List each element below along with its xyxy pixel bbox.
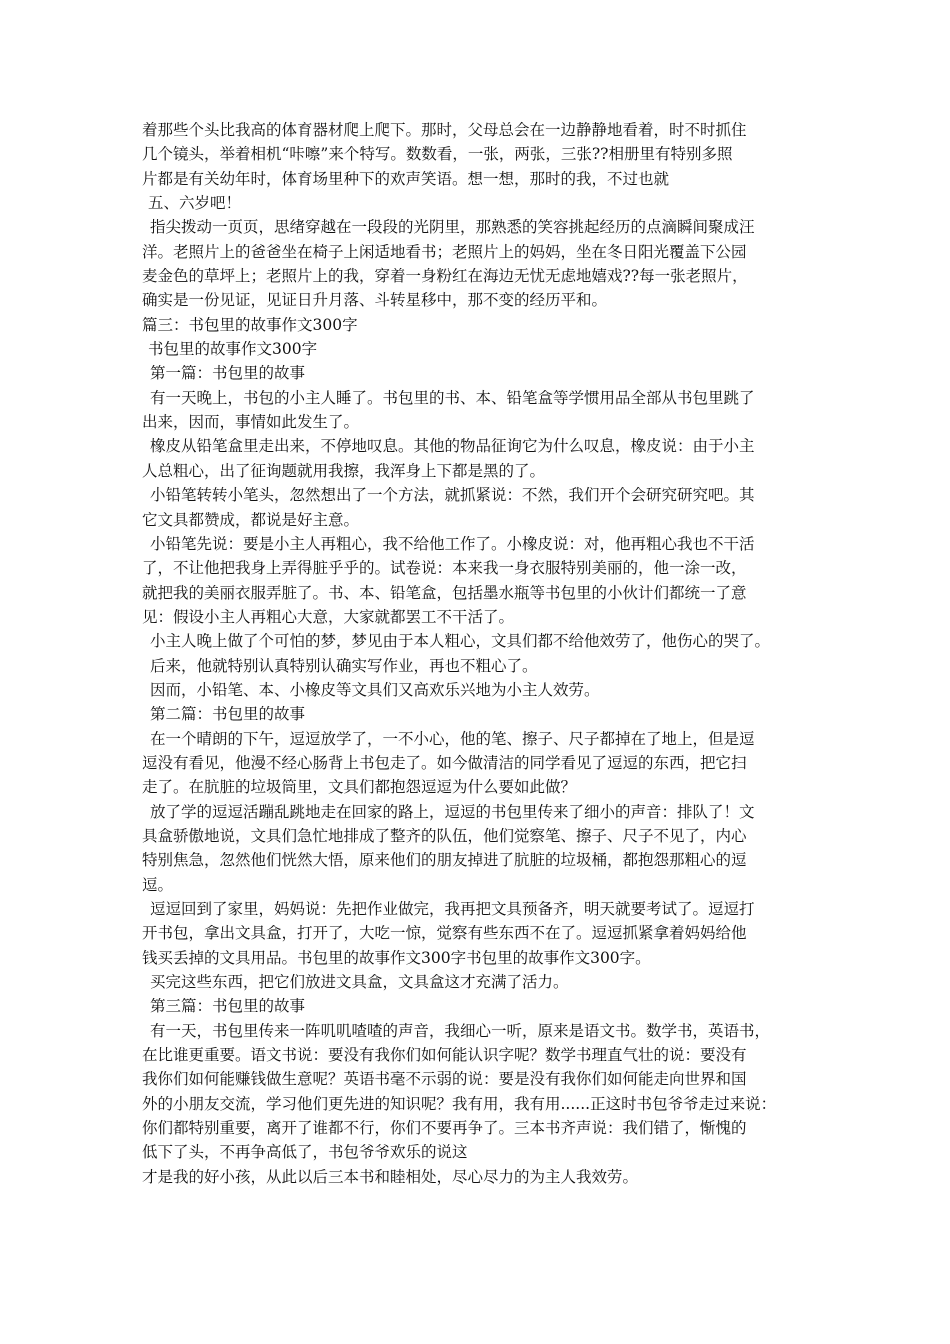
text-line: 买完这些东西，把它们放进文具盒，文具盒这才充满了活力。 bbox=[150, 973, 569, 992]
text-line: 书包里的故事作文300字 bbox=[148, 340, 318, 359]
text-line: 麦金色的草坪上；老照片上的我，穿着一身粉红在海边无忧无虑地嬉戏??每一张老照片， bbox=[142, 267, 748, 286]
text-line: 就把我的美丽衣服弄脏了。书、本、铅笔盒，包括墨水瓶等书包里的小伙计们都统一了意 bbox=[142, 583, 747, 602]
text-line: 走了。在肮脏的垃圾筒里，文具们都抱怨逗逗为什么要如此做？ bbox=[142, 778, 577, 797]
text-line: 在比谁更重要。语文书说：要没有我你们如何能认识字呢？数学书理直气壮的说：要没有 bbox=[142, 1046, 747, 1065]
text-line: 着那些个头比我高的体育器材爬上爬下。那时，父母总会在一边静静地看着，时不时抓住 bbox=[142, 121, 747, 139]
text-line: 开书包，拿出文具盒，打开了，大吃一惊，觉察有些东西不在了。逗逗抓紧拿着妈妈给他 bbox=[142, 924, 747, 943]
text-line: 在一个晴朗的下午，逗逗放学了，一不小心，他的笔、擦子、尺子都掉在了地上，但是逗 bbox=[150, 729, 755, 748]
text-line: 有一天，书包里传来一阵叽叽喳喳的声音，我细心一听，原来是语文书。数学书，英语书， bbox=[150, 1021, 771, 1040]
text-line: 小铅笔转转小笔头，忽然想出了一个方法，就抓紧说：不然，我们开个会研究研究吧。其 bbox=[150, 486, 755, 505]
text-line: 钱买丢掉的文具用品。书包里的故事作文300字书包里的故事作文300字。 bbox=[142, 948, 651, 967]
text-line: 第二篇：书包里的故事 bbox=[150, 705, 306, 724]
text-line: 橡皮从铅笔盒里走出来，不停地叹息。其他的物品征询它为什么叹息，橡皮说：由于小主 bbox=[150, 437, 755, 456]
text-line: 它文具都赞成，都说是好主意。 bbox=[142, 510, 360, 529]
text-line: 确实是一份见证，见证日升月落、斗转星移中，那不变的经历平和。 bbox=[142, 291, 608, 310]
text-line: 外的小朋友交流，学习他们更先进的知识呢？我有用，我有用......正这时书包爷爷走过来说： bbox=[142, 1094, 777, 1113]
text-line: 小铅笔先说：要是小主人再粗心，我不给他工作了。小橡皮说：对，他再粗心我也不干活 bbox=[150, 534, 755, 553]
text-line: 后来，他就特别认真特别认确实写作业，再也不粗心了。 bbox=[150, 656, 538, 675]
text-line: 出来，因而，事情如此发生了。 bbox=[142, 413, 360, 432]
text-line: 五、六岁吧！ bbox=[148, 194, 242, 213]
text-line: 指尖拨动一页页，思绪穿越在一段段的光阴里，那熟悉的笑容挑起经历的点滴瞬间聚成汪 bbox=[150, 218, 755, 237]
text-line: 片都是有关幼年时，体育场里种下的欢声笑语。想一想，那时的我，不过也就 bbox=[142, 169, 670, 188]
text-line: 第三篇：书包里的故事 bbox=[150, 997, 306, 1016]
text-line: 低下了头，不再争高低了，书包爷爷欢乐的说这 bbox=[142, 1143, 468, 1162]
text-line: 你们都特别重要，离开了谁都不行，你们不要再争了。三本书齐声说：我们错了，惭愧的 bbox=[142, 1119, 747, 1138]
text-line: 洋。老照片上的爸爸坐在椅子上闲适地看书；老照片上的妈妈，坐在冬日阳光覆盖下公园 bbox=[142, 242, 747, 261]
text-line: 第一篇：书包里的故事 bbox=[150, 364, 306, 383]
text-line: 才是我的好小孩，从此以后三本书和睦相处，尽心尽力的为主人我效劳。 bbox=[142, 1167, 639, 1186]
text-line: 我你们如何能赚钱做生意呢？英语书毫不示弱的说：要是没有我你们如何能走向世界和国 bbox=[142, 1070, 747, 1089]
text-line: 逗没有看见，他漫不经心肠背上书包走了。如今做清洁的同学看见了逗逗的东西，把它扫 bbox=[142, 753, 747, 772]
text-line: 人总粗心，出了征询题就用我擦，我浑身上下都是黑的了。 bbox=[142, 461, 546, 480]
text-line: 因而，小铅笔、本、小橡皮等文具们又高欢乐兴地为小主人效劳。 bbox=[150, 680, 600, 699]
text-line: 篇三：书包里的故事作文300字 bbox=[142, 315, 358, 334]
document-body bbox=[142, 118, 822, 1189]
text-line: 了，不让他把我身上弄得脏乎乎的。试卷说：本来我一身衣服特别美丽的，他一涂一改， bbox=[142, 559, 747, 578]
text-line: 放了学的逗逗活蹦乱跳地走在回家的路上，逗逗的书包里传来了细小的声音：排队了！文 bbox=[150, 802, 755, 821]
text-line: 见：假设小主人再粗心大意，大家就都罢工不干活了。 bbox=[142, 607, 515, 626]
text-line: 逗逗回到了家里，妈妈说：先把作业做完，我再把文具预备齐，明天就要考试了。逗逗打 bbox=[150, 900, 755, 918]
text-line: 逗。 bbox=[142, 875, 174, 894]
text-line: 几个镜头，举着相机“咔嚓”来个特写。数数看，一张，两张，三张??相册里有特别多照 bbox=[142, 145, 733, 164]
text-line: 小主人晚上做了个可怕的梦，梦见由于本人粗心，文具们都不给他效劳了，他伤心的哭了。 bbox=[150, 632, 771, 651]
text-line: 具盒骄傲地说，文具们急忙地排成了整齐的队伍，他们觉察笔、擦子、尺子不见了，内心 bbox=[142, 826, 747, 845]
text-line: 有一天晚上，书包的小主人睡了。书包里的书、本、铅笔盒等学惯用品全部从书包里跳了 bbox=[150, 388, 755, 407]
text-line: 特别焦急，忽然他们恍然大悟，原来他们的朋友掉进了肮脏的垃圾桶，都抱怨那粗心的逗 bbox=[142, 851, 747, 870]
